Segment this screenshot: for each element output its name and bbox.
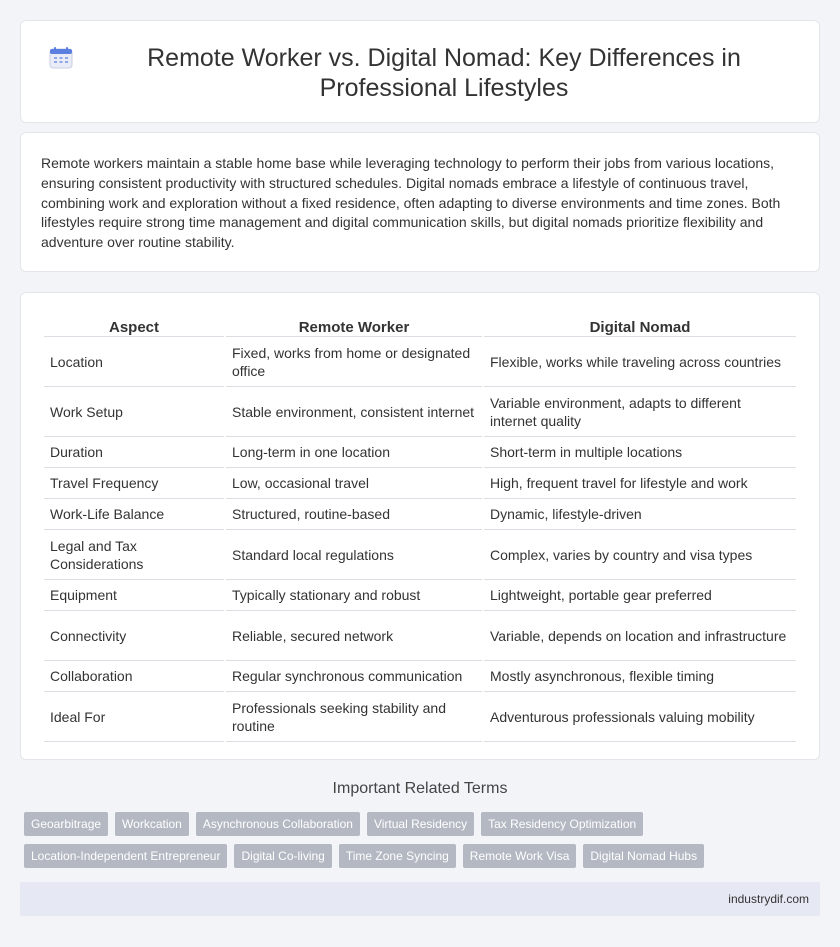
table-cell: Stable environment, consistent internet	[226, 387, 482, 437]
table-cell: Work Setup	[44, 387, 224, 437]
comparison-table-card	[20, 292, 820, 760]
table-cell: Equipment	[44, 580, 224, 611]
table-cell: Location	[44, 337, 224, 387]
tag-row	[24, 844, 804, 868]
related-term-tag[interactable]: Geoarbitrage	[24, 812, 108, 836]
table-cell: Collaboration	[44, 661, 224, 692]
table-cell: Adventurous professionals valuing mobility	[484, 692, 796, 742]
table-row	[44, 468, 796, 499]
table-cell: Lightweight, portable gear preferred	[484, 580, 796, 611]
column-header-digital-nomad: Digital Nomad	[484, 315, 796, 337]
table-cell: Variable, depends on location and infrastructure	[484, 611, 796, 661]
related-term-tag[interactable]: Tax Residency Optimization	[481, 812, 643, 836]
table-row	[44, 437, 796, 468]
related-term-tag[interactable]: Digital Co-living	[234, 844, 331, 868]
table-row	[44, 661, 796, 692]
footer-site-link[interactable]: industrydif.com	[728, 892, 809, 906]
table-cell: Structured, routine-based	[226, 499, 482, 530]
table-row	[44, 580, 796, 611]
table-cell: Typically stationary and robust	[226, 580, 482, 611]
table-cell: Regular synchronous communication	[226, 661, 482, 692]
table-cell: Legal and Tax Considerations	[44, 530, 224, 580]
table-cell: Long-term in one location	[226, 437, 482, 468]
table-cell: Variable environment, adapts to different internet quality	[484, 387, 796, 437]
related-term-tag[interactable]: Location-Independent Entrepreneur	[24, 844, 227, 868]
table-cell: Fixed, works from home or designated office	[226, 337, 482, 387]
related-term-tag[interactable]: Digital Nomad Hubs	[583, 844, 704, 868]
title-card	[20, 20, 820, 123]
table-cell: Flexible, works while traveling across countries	[484, 337, 796, 387]
column-header-remote-worker: Remote Worker	[226, 315, 482, 337]
table-cell: Standard local regulations	[226, 530, 482, 580]
table-row	[44, 692, 796, 742]
related-term-tag[interactable]: Time Zone Syncing	[339, 844, 456, 868]
table-cell: High, frequent travel for lifestyle and work	[484, 468, 796, 499]
table-cell: Reliable, secured network	[226, 611, 482, 661]
table-row	[44, 611, 796, 661]
table-row	[44, 387, 796, 437]
table-cell: Low, occasional travel	[226, 468, 482, 499]
related-terms-tags	[24, 812, 804, 876]
table-cell: Professionals seeking stability and routine	[226, 692, 482, 742]
table-cell: Ideal For	[44, 692, 224, 742]
table-row	[44, 337, 796, 387]
table-header-row	[44, 315, 796, 337]
table-cell: Work-Life Balance	[44, 499, 224, 530]
table-cell: Duration	[44, 437, 224, 468]
intro-card	[20, 132, 820, 272]
related-term-tag[interactable]: Asynchronous Collaboration	[196, 812, 360, 836]
table-row	[44, 499, 796, 530]
table-row	[44, 530, 796, 580]
intro-paragraph: Remote workers maintain a stable home base while leveraging technology to perform their jobs from various locations, ensuring consistent productivity with structured schedules. Digital nomads embrace a lifestyle of continuous travel, combining work and exploration without a fixed residence, often adapting to diverse environments and time zones. Both lifestyles require strong time management and digital communication skills, but digital nomads prioritize flexibility and adventure over routine stability.	[41, 155, 781, 251]
footer-bar	[20, 882, 820, 916]
tag-row	[24, 812, 804, 836]
table-cell: Short-term in multiple locations	[484, 437, 796, 468]
table-cell: Complex, varies by country and visa types	[484, 530, 796, 580]
comparison-table	[42, 315, 798, 742]
related-term-tag[interactable]: Remote Work Visa	[463, 844, 577, 868]
table-cell: Mostly asynchronous, flexible timing	[484, 661, 796, 692]
table-cell: Travel Frequency	[44, 468, 224, 499]
page-title: Remote Worker vs. Digital Nomad: Key Differences in Professional Lifestyles	[147, 44, 741, 102]
table-cell: Dynamic, lifestyle-driven	[484, 499, 796, 530]
related-term-tag[interactable]: Virtual Residency	[367, 812, 474, 836]
related-term-tag[interactable]: Workcation	[115, 812, 189, 836]
column-header-aspect: Aspect	[44, 315, 224, 337]
table-cell: Connectivity	[44, 611, 224, 661]
related-terms-heading: Important Related Terms	[332, 780, 508, 797]
